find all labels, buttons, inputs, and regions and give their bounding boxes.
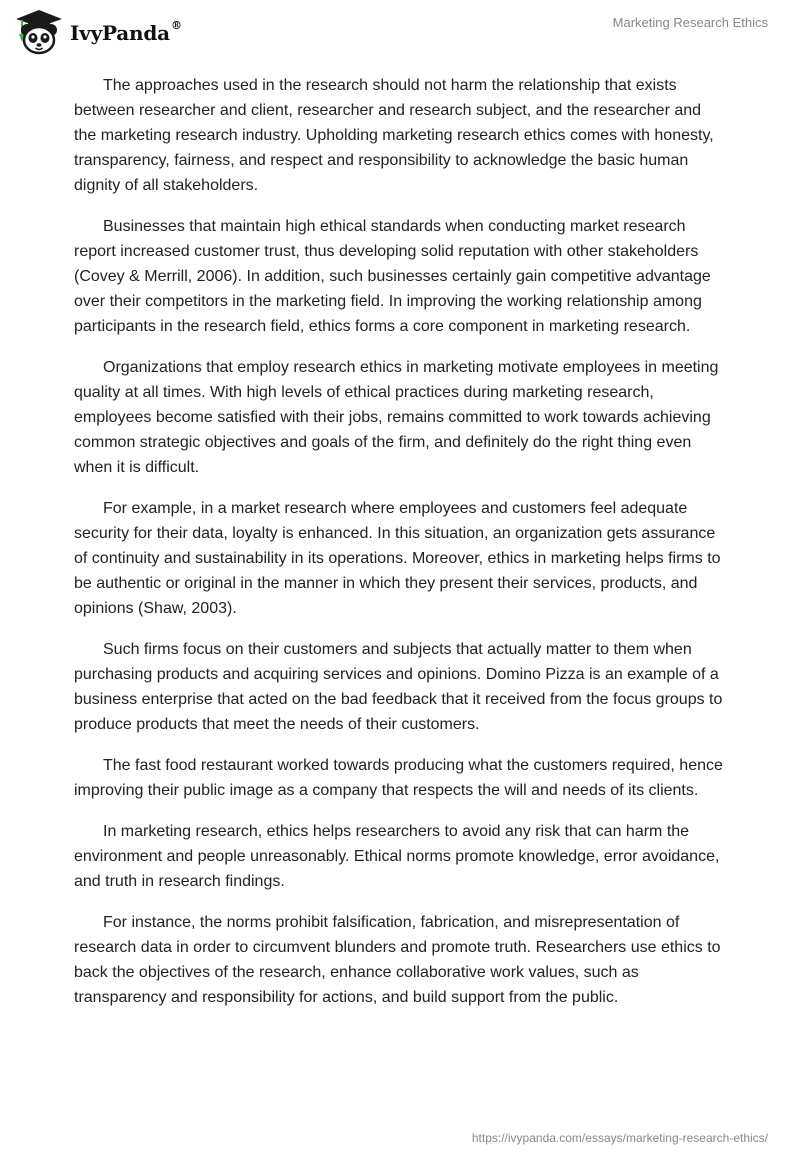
paragraph: The fast food restaurant worked towards producing what the customers required, hence improving their public image as a company that respects the will and needs of its clients. (74, 757, 723, 799)
page-header (0, 0, 800, 60)
paragraph: In marketing research, ethics helps researchers to avoid any risk that can harm the environment and people unreasonably. Ethical norms promote knowledge, error avoidance, and truth in research findings. (74, 823, 720, 890)
paragraph: Businesses that maintain high ethical standards when conducting market research report increased customer trust, thus developing solid reputation with other stakeholders (Covey & Merrill, 2006). In addition, such businesses certainly gain competitive advantage over their competitors in the marketing field. In improving the working relationship among participants in the research field, ethics forms a core component in marketing research. (74, 218, 711, 335)
brand-text: IvyPanda (70, 21, 170, 45)
panda-graduate-logo-icon (14, 8, 64, 56)
paragraph: The approaches used in the research should not harm the relationship that exists between researcher and client, researcher and research subject, and the researcher and the marketing research industry. Upholding marketing research ethics comes with honesty, transparency, fairness, and respect and responsibility to acknowledge the basic human dignity of all stakeholders. (74, 77, 714, 194)
document-title: Marketing Research Ethics (612, 15, 768, 30)
paragraph: Organizations that employ research ethics in marketing motivate employees in meeting quality at all times. With high levels of ethical practices during marketing research, employees become satisfied with their jobs, remains committed to work towards achieving common strategic objectives and goals of the firm, and definitely do the right thing even when it is difficult. (74, 359, 719, 476)
ivypanda-logo[interactable] (14, 8, 182, 56)
paragraph: For instance, the norms prohibit falsification, fabrication, and misrepresentation of research data in order to circumvent blunders and promote truth. Researchers use ethics to back the objectives of the research, enhance collaborative work values, such as transparency and responsibility for actions, and build support from the public. (74, 914, 721, 1006)
registered-mark: ® (170, 19, 182, 32)
paragraph: For example, in a market research where employees and customers feel adequate security for their data, loyalty is enhanced. In this situation, an organization gets assurance of continuity and sustainability in its operations. Moreover, ethics in marketing helps firms to be authentic or original in the manner in which they present their services, products, and opinions (Shaw, 2003). (74, 500, 721, 617)
paragraph: Such firms focus on their customers and subjects that actually matter to them when purchasing products and acquiring services and opinions. Domino Pizza is an example of a business enterprise that acted on the bad feedback that it received from the focus groups to produce products that meet the needs of their customers. (74, 641, 723, 733)
source-url-link[interactable]: https://ivypanda.com/essays/marketing-research-ethics/ (471, 1131, 768, 1145)
essay-body (74, 73, 724, 1026)
brand-name (70, 21, 182, 45)
